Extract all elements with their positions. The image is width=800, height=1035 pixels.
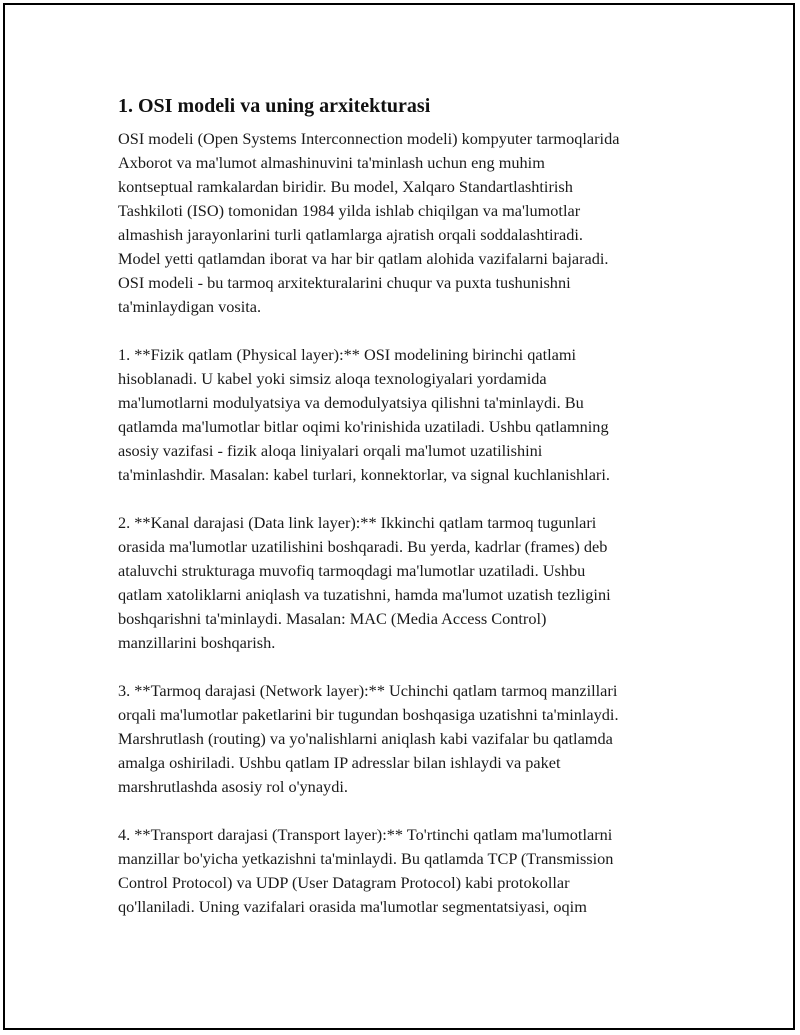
text-line: ta'minlashdir. Masalan: kabel turlari, konnektorlar, va signal kuchlanishlari. [118, 465, 610, 484]
text-line: qatlamda ma'lumotlar bitlar oqimi ko'rinishida uzatiladi. Ushbu qatlamning [118, 417, 609, 436]
paragraph-intro [118, 127, 708, 319]
text-line: OSI modeli (Open Systems Interconnection modeli) kompyuter tarmoqlarida [118, 129, 620, 148]
text-line: manzillarini boshqarish. [118, 633, 276, 652]
text-line: Axborot va ma'lumot almashinuvini ta'minlash uchun eng muhim [118, 153, 545, 172]
text-line: 4. **Transport darajasi (Transport layer):** To'rtinchi qatlam ma'lumotlarni [118, 825, 613, 844]
text-line: ta'minlaydigan vosita. [118, 297, 262, 316]
text-line: qatlam xatoliklarni aniqlash va tuzatishni, hamda ma'lumot uzatish tezligini [118, 585, 611, 604]
text-line: Marshrutlash (routing) va yo'nalishlarni aniqlash kabi vazifalar bu qatlamda [118, 729, 613, 748]
text-line: marshrutlashda asosiy rol o'ynaydi. [118, 777, 348, 796]
page-title: 1. OSI modeli va uning arxitekturasi [118, 95, 431, 117]
text-line: kontseptual ramkalardan biridir. Bu model, Xalqaro Standartlashtirish [118, 177, 573, 196]
paragraph-data-link-layer [118, 511, 708, 655]
paragraph-transport-layer [118, 823, 708, 919]
text-line: almashish jarayonlarini turli qatlamlarga ajratish orqali soddalashtiradi. [118, 225, 583, 244]
text-line: orqali ma'lumotlar paketlarini bir tugundan boshqasiga uzatishni ta'minlaydi. [118, 705, 619, 724]
text-line: ataluvchi strukturaga muvofiq tarmoqdagi ma'lumotlar uzatiladi. Ushbu [118, 561, 586, 580]
text-line: 1. **Fizik qatlam (Physical layer):** OSI modelining birinchi qatlami [118, 345, 577, 364]
text-line: ma'lumotlarni modulyatsiya va demodulyatsiya qilishni ta'minlaydi. Bu [118, 393, 584, 412]
text-line: boshqarishni ta'minlaydi. Masalan: MAC (Media Access Control) [118, 609, 547, 628]
text-line: OSI modeli - bu tarmoq arxitekturalarini chuqur va puxta tushunishni [118, 273, 571, 292]
text-line: Control Protocol) va UDP (User Datagram Protocol) kabi protokollar [118, 873, 570, 892]
text-line: orasida ma'lumotlar uzatilishini boshqaradi. Bu yerda, kadrlar (frames) deb [118, 537, 608, 556]
text-line: hisoblanadi. U kabel yoki simsiz aloqa texnologiyalari yordamida [118, 369, 547, 388]
text-line: qo'llaniladi. Uning vazifalari orasida ma'lumotlar segmentatsiyasi, oqim [118, 897, 587, 916]
text-line: Tashkiloti (ISO) tomonidan 1984 yilda ishlab chiqilgan va ma'lumotlar [118, 201, 581, 220]
text-line: asosiy vazifasi - fizik aloqa liniyalari orqali ma'lumot uzatilishini [118, 441, 543, 460]
paragraph-network-layer [118, 679, 708, 799]
text-line: manzillar bo'yicha yetkazishni ta'minlaydi. Bu qatlamda TCP (Transmission [118, 849, 614, 868]
paragraph-physical-layer [118, 343, 708, 487]
text-line: 3. **Tarmoq darajasi (Network layer):** Uchinchi qatlam tarmoq manzillari [118, 681, 618, 700]
text-line: Model yetti qatlamdan iborat va har bir qatlam alohida vazifalarni bajaradi. [118, 249, 609, 268]
document-body [118, 92, 708, 943]
text-line: amalga oshiriladi. Ushbu qatlam IP adresslar bilan ishlaydi va paket [118, 753, 561, 772]
text-line: 2. **Kanal darajasi (Data link layer):** Ikkinchi qatlam tarmoq tugunlari [118, 513, 597, 532]
